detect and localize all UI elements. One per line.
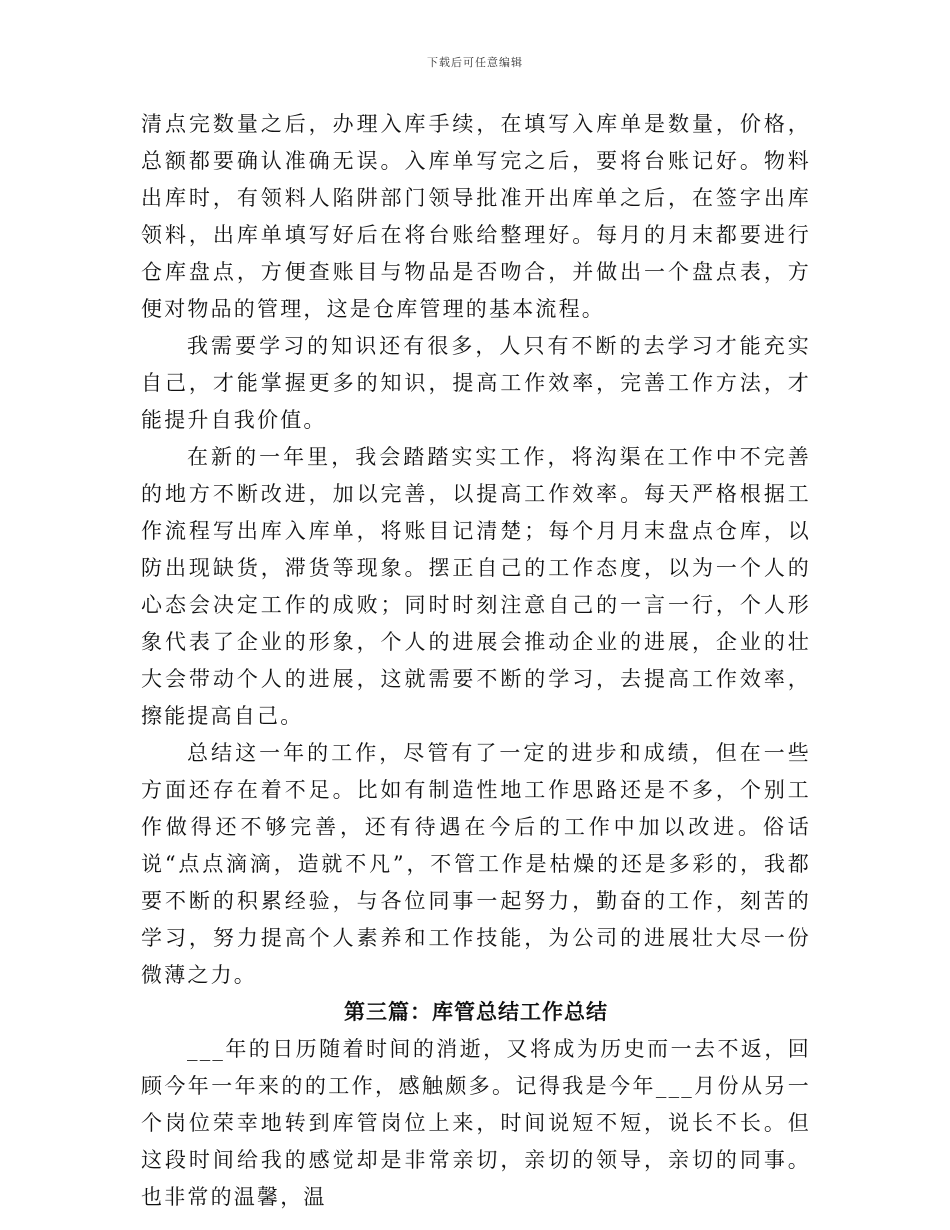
document-body <box>141 106 811 1216</box>
paragraph-1: 清点完数量之后，办理入库手续，在填写入库单是数量，价格，总额都要确认准确无误。入库单写完之后，要将台账记好。物料出库时，有领料人陷阱部门领导批准开出库单之后，在签字出库领料，出库单填写好后在将台账给整理好。每月的月末都要进行仓库盘点，方便查账目与物品是否吻合，并做出一个盘点表，方便对物品的管理，这是仓库管理的基本流程。 <box>141 112 811 321</box>
paragraph-3: 在新的一年里，我会踏踏实实工作，将沟渠在工作中不完善的地方不断改进，加以完善，以提高工作效率。每天严格根据工作流程写出库入库单，将账目记清楚；每个月月末盘点仓库，以防出现缺货，滞货等现象。摆正自己的工作态度，以为一个人的心态会决定工作的成败；同时时刻注意自己的一言一行，个人形象代表了企业的形象，个人的进展会推动企业的进展，企业的壮大会带动个人的进展，这就需要不断的学习，去提高工作效率，擦能提高自己。 <box>141 445 811 728</box>
paragraph-4: 总结这一年的工作，尽管有了一定的进步和成绩，但在一些方面还存在着不足。比如有制造性地工作思路还是不多，个别工作做得还不够完善，还有待遇在今后的工作中加以改进。俗话说“点点滴滴，造就不凡”，不管工作是枯燥的还是多彩的，我都要不断的积累经验，与各位同事一起努力，勤奋的工作，刻苦的学习，努力提高个人素养和工作技能，为公司的进展壮大尽一份微薄之力。 <box>141 741 811 987</box>
section-title: 第三篇：库管总结工作总结 <box>344 1000 608 1024</box>
paragraph-2: 我需要学习的知识还有很多，人只有不断的去学习才能充实自己，才能掌握更多的知识，提高工作效率，完善工作方法，才能提升自我价值。 <box>141 334 811 432</box>
page-header: 下载后可任意编辑 <box>427 56 523 69</box>
section-paragraph: ___年的日历随着时间的消逝，又将成为历史而一去不返，回顾今年一年来的的工作，感触颇多。记得我是今年___月份从另一个岗位荣幸地转到库管岗位上来，时间说短不短，说长不长。但这段时间给我的感觉却是非常亲切，亲切的领导，亲切的同事。也非常的温馨，温 <box>141 1037 811 1209</box>
